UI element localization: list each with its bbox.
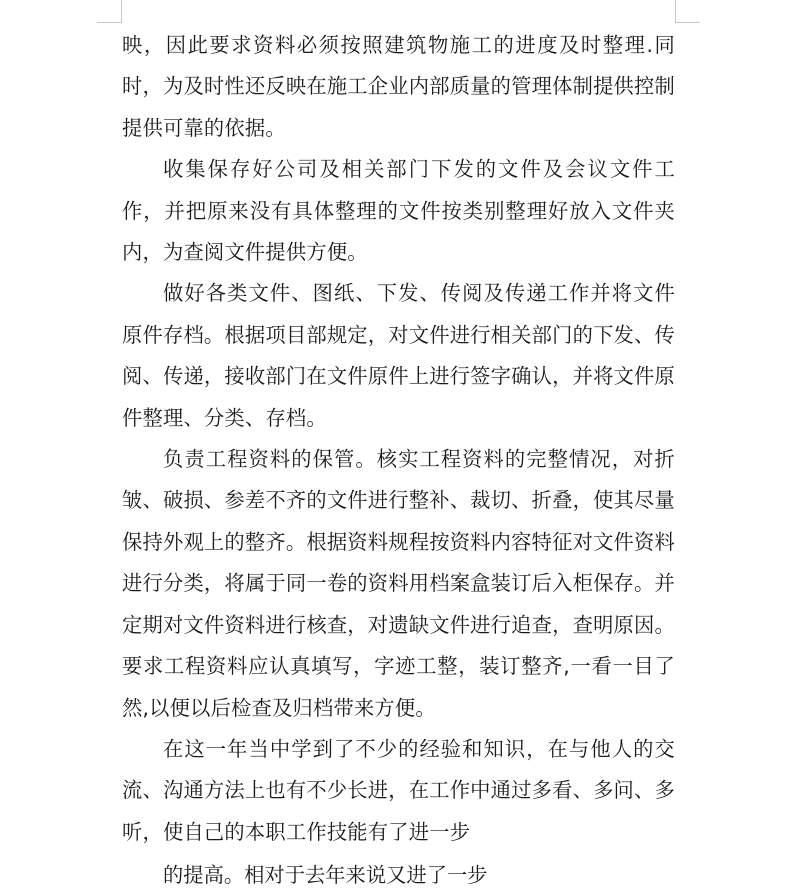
margin-corner-mark-left [97, 0, 122, 23]
margin-corner-mark-right [675, 0, 700, 23]
paragraph-1: 映，因此要求资料必须按照建筑物施工的进度及时整理.同时，为及时性还反映在施工企业内部质量的管理体制提供控制提供可靠的依据。 [122, 33, 675, 140]
paragraph-4: 负责工程资料的保管。核实工程资料的完整情况，对折皱、破损、参差不齐的文件进行整补、裁切、折叠，使其尽量保持外观上的整齐。根据资料规程按资料内容特征对文件资料进行分类，将属于同一卷的资料用档案盒装订后入柜保存。并定期对文件资料进行核查，对遗缺文件进行追查，查明原因。要求工程资料应认真填写，字迹工整，装订整齐,一看一目了然,以便以后检查及归档带来方便。 [122, 447, 675, 720]
paragraph-3: 做好各类文件、图纸、下发、传阅及传递工作并将文件原件存档。根据项目部规定，对文件进行相关部门的下发、传阅、传递，接收部门在文件原件上进行签字确认，并将文件原件整理、分类、存档。 [122, 281, 675, 430]
cut-off-line: 的提高。相对于去年来说又进了一步 [163, 863, 488, 887]
paragraph-2: 收集保存好公司及相关部门下发的文件及会议文件工作，并把原来没有具体整理的文件按类别整理好放入文件夹内，为查阅文件提供方便。 [122, 157, 675, 265]
paragraph-5: 在这一年当中学到了不少的经验和知识，在与他人的交流、沟通方法上也有不少长进，在工作中通过多看、多问、多听，使自己的本职工作技能有了进一步 [122, 736, 675, 844]
document-body [122, 25, 675, 853]
